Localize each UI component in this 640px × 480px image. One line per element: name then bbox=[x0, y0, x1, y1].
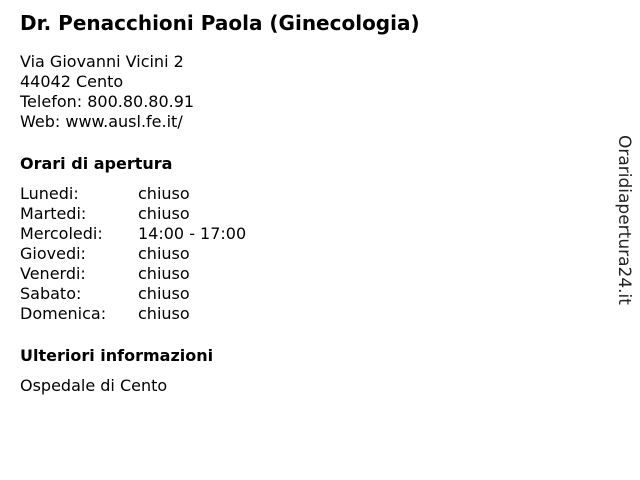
day-label: Mercoledi: bbox=[20, 224, 103, 243]
postal-city: 44042 Cento bbox=[20, 72, 124, 91]
street-address: Via Giovanni Vicini 2 bbox=[20, 52, 184, 71]
hours-row-thursday bbox=[20, 244, 590, 264]
more-info-heading: Ulteriori informazioni bbox=[20, 346, 214, 365]
page-title: Dr. Penacchioni Paola (Ginecologia) bbox=[20, 11, 420, 35]
hours-row-wednesday bbox=[20, 224, 590, 244]
day-label: Lunedi: bbox=[20, 184, 79, 203]
brand-watermark: Oraridiapertura24.it bbox=[614, 135, 634, 305]
hours-value: chiuso bbox=[138, 204, 190, 223]
address-block bbox=[20, 52, 590, 132]
hours-value: chiuso bbox=[138, 304, 190, 323]
hours-row-saturday bbox=[20, 284, 590, 304]
day-label: Giovedi: bbox=[20, 244, 86, 263]
hours-value: chiuso bbox=[138, 264, 190, 283]
day-label: Venerdi: bbox=[20, 264, 86, 283]
day-label: Sabato: bbox=[20, 284, 82, 303]
hours-value: chiuso bbox=[138, 284, 190, 303]
hours-value: chiuso bbox=[138, 184, 190, 203]
day-label: Martedi: bbox=[20, 204, 87, 223]
hours-row-friday bbox=[20, 264, 590, 284]
phone-line: Telefon: 800.80.80.91 bbox=[20, 92, 195, 111]
opening-hours-heading: Orari di apertura bbox=[20, 154, 173, 173]
hours-row-monday bbox=[20, 184, 590, 204]
hours-value: chiuso bbox=[138, 244, 190, 263]
opening-hours-table bbox=[20, 184, 590, 324]
more-info-text: Ospedale di Cento bbox=[20, 376, 168, 395]
day-label: Domenica: bbox=[20, 304, 107, 323]
listing-content bbox=[20, 10, 590, 396]
hours-value: 14:00 - 17:00 bbox=[138, 224, 247, 243]
hours-row-sunday bbox=[20, 304, 590, 324]
website-line: Web: www.ausl.fe.it/ bbox=[20, 112, 183, 131]
hours-row-tuesday bbox=[20, 204, 590, 224]
